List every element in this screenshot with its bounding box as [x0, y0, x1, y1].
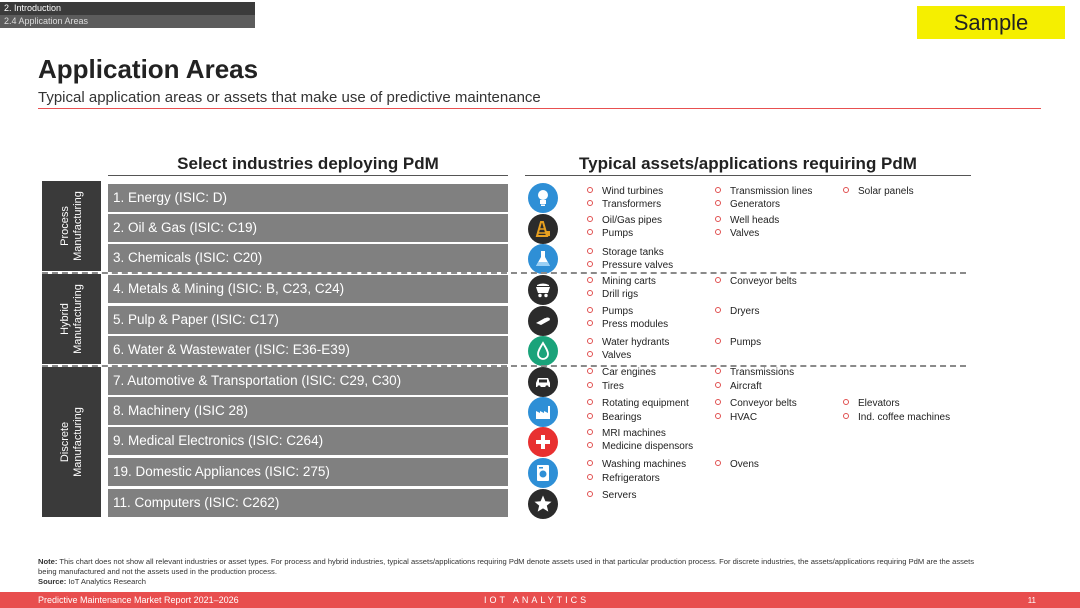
group-hybrid-manufacturing — [42, 274, 101, 364]
chemicals-icon — [528, 244, 558, 274]
asset-item: Transformers — [587, 199, 661, 211]
asset-item: Conveyor belts — [715, 398, 797, 410]
asset-item: Oil/Gas pipes — [587, 215, 662, 227]
footer-bar — [0, 592, 1080, 608]
industry-pulp-paper: 5. Pulp & Paper (ISIC: C17) — [108, 306, 508, 334]
footer-report-title: Predictive Maintenance Market Report 2021–2026 — [38, 595, 239, 605]
sample-badge: Sample — [917, 6, 1065, 39]
breadcrumb-chapter[interactable]: 2. Introduction — [0, 2, 255, 15]
asset-item: HVAC — [715, 412, 757, 424]
asset-item: Aircraft — [715, 381, 762, 393]
footnote — [38, 557, 978, 587]
star-icon — [528, 489, 558, 519]
group-discrete-manufacturing — [42, 367, 101, 517]
water-drop-icon — [528, 336, 558, 366]
asset-item: Ovens — [715, 459, 759, 471]
asset-item: Conveyor belts — [715, 276, 797, 288]
industry-water-wastewater: 6. Water & Wastewater (ISIC: E36-E39) — [108, 336, 508, 364]
asset-item: Rotating equipment — [587, 398, 689, 410]
source-text: IoT Analytics Research — [66, 577, 146, 586]
asset-item: Medicine dispensors — [587, 441, 693, 453]
industry-energy: 1. Energy (ISIC: D) — [108, 184, 508, 212]
source-label: Source: — [38, 577, 67, 586]
oil-gas-icon — [528, 214, 558, 244]
breadcrumb-section[interactable]: 2.4 Application Areas — [0, 15, 255, 28]
asset-item: Solar panels — [843, 186, 914, 198]
car-icon — [528, 367, 558, 397]
asset-item: Press modules — [587, 319, 668, 331]
asset-item: Elevators — [843, 398, 900, 410]
industry-domestic-appliances: 19. Domestic Appliances (ISIC: 275) — [108, 458, 508, 486]
page-title: Application Areas — [38, 54, 259, 84]
asset-item: Storage tanks — [587, 247, 664, 259]
title-divider — [38, 108, 1041, 109]
industry-automotive: 7. Automotive & Transportation (ISIC: C29, C30) — [108, 367, 508, 395]
asset-item: Pumps — [587, 228, 633, 240]
industry-medical-electronics: 9. Medical Electronics (ISIC: C264) — [108, 427, 508, 455]
asset-item: Bearings — [587, 412, 641, 424]
asset-item: Dryers — [715, 306, 759, 318]
asset-item: Servers — [587, 490, 636, 502]
asset-item: Pumps — [715, 337, 761, 349]
assets-header: Typical assets/applications requiring PdM — [579, 154, 917, 173]
group-divider — [42, 365, 966, 367]
industry-machinery: 8. Machinery (ISIC 28) — [108, 397, 508, 425]
group-divider — [42, 272, 966, 274]
asset-item: Mining carts — [587, 276, 656, 288]
industry-computers: 11. Computers (ISIC: C262) — [108, 489, 508, 517]
asset-item: Drill rigs — [587, 289, 638, 301]
group-label: Process Manufacturing — [58, 191, 84, 261]
asset-item: Washing machines — [587, 459, 686, 471]
industry-oil-gas: 2. Oil & Gas (ISIC: C19) — [108, 214, 508, 242]
asset-item: Pressure valves — [587, 260, 673, 272]
asset-item: Transmissions — [715, 367, 794, 379]
asset-item: MRI machines — [587, 428, 666, 440]
note-label: Note: — [38, 557, 58, 566]
industries-header-underline — [108, 175, 508, 176]
industry-metals-mining: 4. Metals & Mining (ISIC: B, C23, C24) — [108, 275, 508, 303]
group-process-manufacturing — [42, 181, 101, 271]
energy-icon — [528, 183, 558, 213]
industries-header: Select industries deploying PdM — [177, 154, 439, 173]
asset-item: Wind turbines — [587, 186, 663, 198]
asset-item: Valves — [587, 350, 631, 362]
footer-logo: IOT ANALYTICS — [484, 595, 590, 605]
asset-item: Well heads — [715, 215, 779, 227]
medical-cross-icon — [528, 427, 558, 457]
asset-item: Transmission lines — [715, 186, 812, 198]
asset-item: Car engines — [587, 367, 656, 379]
asset-item: Tires — [587, 381, 624, 393]
washing-machine-icon — [528, 458, 558, 488]
assets-header-underline — [525, 175, 971, 176]
asset-item: Valves — [715, 228, 759, 240]
page-number: 11 — [1027, 596, 1036, 605]
factory-icon — [528, 397, 558, 427]
group-label: Hybrid Manufacturing — [58, 284, 84, 354]
page-subtitle: Typical application areas or assets that make use of predictive maintenance — [38, 89, 541, 106]
mining-cart-icon — [528, 275, 558, 305]
group-label: Discrete Manufacturing — [58, 407, 84, 477]
asset-item: Refrigerators — [587, 473, 660, 485]
asset-item: Pumps — [587, 306, 633, 318]
paper-roll-icon — [528, 306, 558, 336]
industry-chemicals: 3. Chemicals (ISIC: C20) — [108, 244, 508, 272]
asset-item: Water hydrants — [587, 337, 669, 349]
asset-item: Ind. coffee machines — [843, 412, 950, 424]
note-text: This chart does not show all relevant industries or asset types. For process and hybrid industries, typical assets/applications requiring PdM denote assets used in that particular production process. For discrete industries, the assets/applications requiring PdM are the assets being manufactured and not the assets used in the production process. — [38, 557, 975, 576]
asset-item: Generators — [715, 199, 780, 211]
